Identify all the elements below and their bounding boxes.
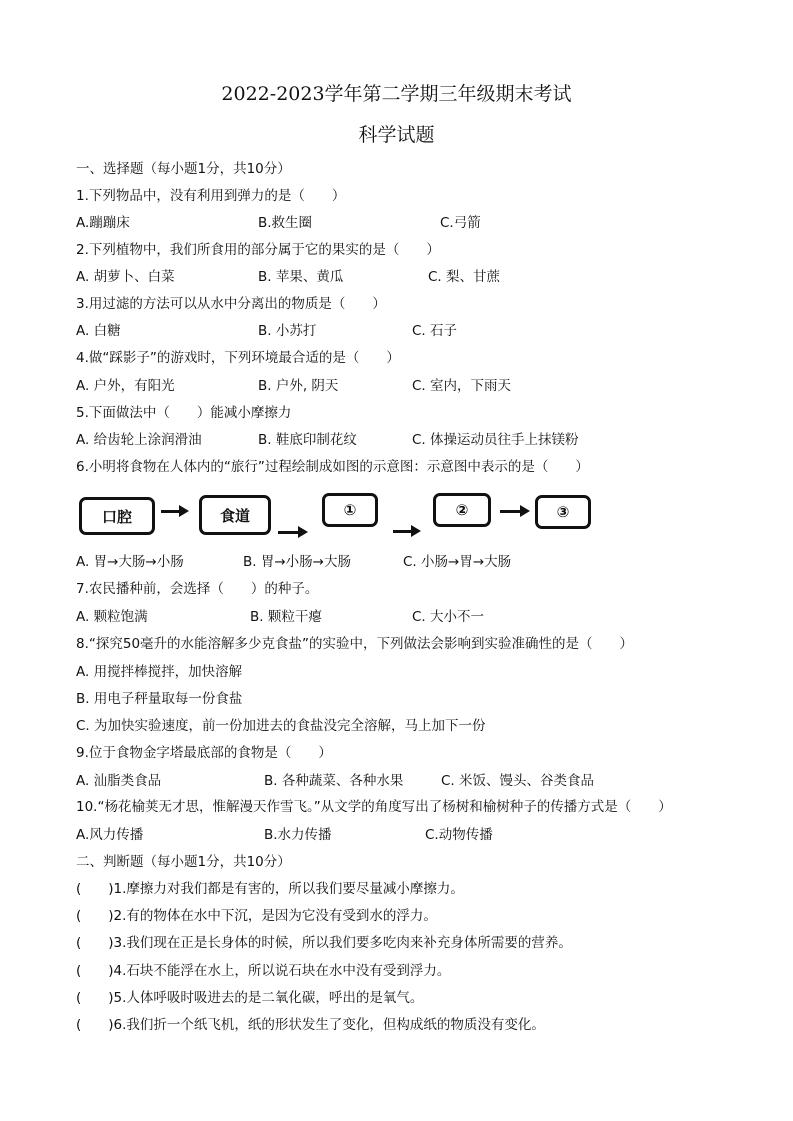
- option-b: B. 用电子秤量取每一份食盐: [76, 691, 243, 707]
- option-c: C. 梨、甘蔗: [428, 269, 501, 285]
- option-a: A.风力传播: [76, 827, 144, 843]
- option-b: B. 各种蔬菜、各种水果: [264, 773, 404, 789]
- option-a: A.蹦蹦床: [76, 215, 130, 231]
- option-a: A. 给齿轮上涂润滑油: [76, 432, 202, 448]
- question-stem: 5.下面做法中（ ）能减小摩擦力: [76, 405, 292, 421]
- option-c: C. 室内，下雨天: [412, 378, 512, 394]
- option-a: A. 汕脂类食品: [76, 773, 162, 789]
- option-a: A. 白糖: [76, 323, 121, 339]
- question-stem: 9.位于食物金字塔最底部的食物是（ ）: [76, 745, 332, 761]
- exam-subtitle: 科学试题: [358, 124, 435, 146]
- judgement-item: ( )2.有的物体在水中下沉，是因为它没有受到水的浮力。: [76, 908, 437, 924]
- section-heading-choice: 一、选择题（每小题1分，共10分）: [76, 161, 291, 177]
- option-c: C. 米饭、馒头、谷类食品: [441, 773, 595, 789]
- option-b: B.水力传播: [264, 827, 332, 843]
- judgement-item: ( )1.摩擦力对我们都是有害的，所以我们要尽量减小摩擦力。: [76, 881, 464, 897]
- option-c: C.动物传播: [425, 827, 493, 843]
- question-stem: 1.下列物品中，没有利用到弹力的是（ ）: [76, 188, 346, 204]
- option-a: A. 胃→大肠→小肠: [76, 554, 184, 570]
- option-a: A. 用搅拌棒搅拌，加快溶解: [76, 664, 243, 680]
- option-b: B. 鞋底印制花纹: [258, 432, 357, 448]
- option-c: C.弓箭: [440, 215, 481, 231]
- diagram-arrow: [278, 531, 300, 534]
- question-stem: 3.用过滤的方法可以从水中分离出的物质是（ ）: [76, 296, 386, 312]
- question-stem: 7.农民播种前，会选择（ ）的种子。: [76, 581, 319, 597]
- option-b: B. 苹果、黄瓜: [258, 269, 344, 285]
- option-b: B. 颗粒干瘪: [250, 609, 322, 625]
- judgement-item: ( )6.我们折一个纸飞机，纸的形状发生了变化，但构成纸的物质没有变化。: [76, 1017, 545, 1033]
- exam-title: 2022-2023学年第二学期三年级期末考试: [221, 83, 572, 105]
- option-a: A. 胡萝卜、白菜: [76, 269, 175, 285]
- diagram-box-1: ①: [322, 493, 378, 527]
- option-c: C. 大小不一: [412, 609, 485, 625]
- option-a: A. 户外，有阳光: [76, 378, 175, 394]
- diagram-arrow: [393, 530, 413, 533]
- option-b: B. 小苏打: [258, 323, 317, 339]
- diagram-box-3: ③: [535, 495, 591, 529]
- diagram-box-2: ②: [433, 493, 491, 527]
- judgement-item: ( )5.人体呼吸时吸进去的是二氧化碳，呼出的是氧气。: [76, 990, 424, 1006]
- question-stem: 6.小明将食物在人体内的“旅行”过程绘制成如图的示意图：示意图中表示的是（ ）: [76, 459, 589, 475]
- section-heading-judgement: 二、判断题（每小题1分，共10分）: [76, 854, 291, 870]
- question-stem: 2.下列植物中，我们所食用的部分属于它的果实的是（ ）: [76, 242, 440, 258]
- judgement-item: ( )3.我们现在正是长身体的时候，所以我们要多吃肉来补充身体所需要的营养。: [76, 935, 572, 951]
- option-a: A. 颗粒饱满: [76, 609, 148, 625]
- option-c: C. 体操运动员往手上抹镁粉: [412, 432, 579, 448]
- diagram-box-mouth: 口腔: [79, 497, 155, 535]
- question-stem: 4.做“踩影子”的游戏时，下列环境最合适的是（ ）: [76, 350, 400, 366]
- question-stem: 8.“探究50毫升的水能溶解多少克食盐”的实验中，下列做法会影响到实验准确性的是（ ）: [76, 636, 634, 652]
- question-stem: 10.“杨花榆荚无才思，惟解漫天作雪飞。”从文学的角度写出了杨树和榆树种子的传播方式是（ ）: [76, 799, 672, 815]
- option-c: C. 石子: [412, 323, 458, 339]
- option-c: C. 为加快实验速度，前一份加进去的食盐没完全溶解，马上加下一份: [76, 718, 486, 734]
- option-b: B.救生圈: [258, 215, 313, 231]
- option-b: B. 户外, 阴天: [258, 378, 339, 394]
- diagram-arrow: [500, 510, 522, 513]
- judgement-item: ( )4.石块不能浮在水上，所以说石块在水中没有受到浮力。: [76, 963, 451, 979]
- diagram-box-esophagus: 食道: [199, 495, 271, 535]
- diagram-arrow: [161, 510, 181, 513]
- option-b: B. 胃→小肠→大肠: [243, 554, 351, 570]
- option-c: C. 小肠→胃→大肠: [403, 554, 512, 570]
